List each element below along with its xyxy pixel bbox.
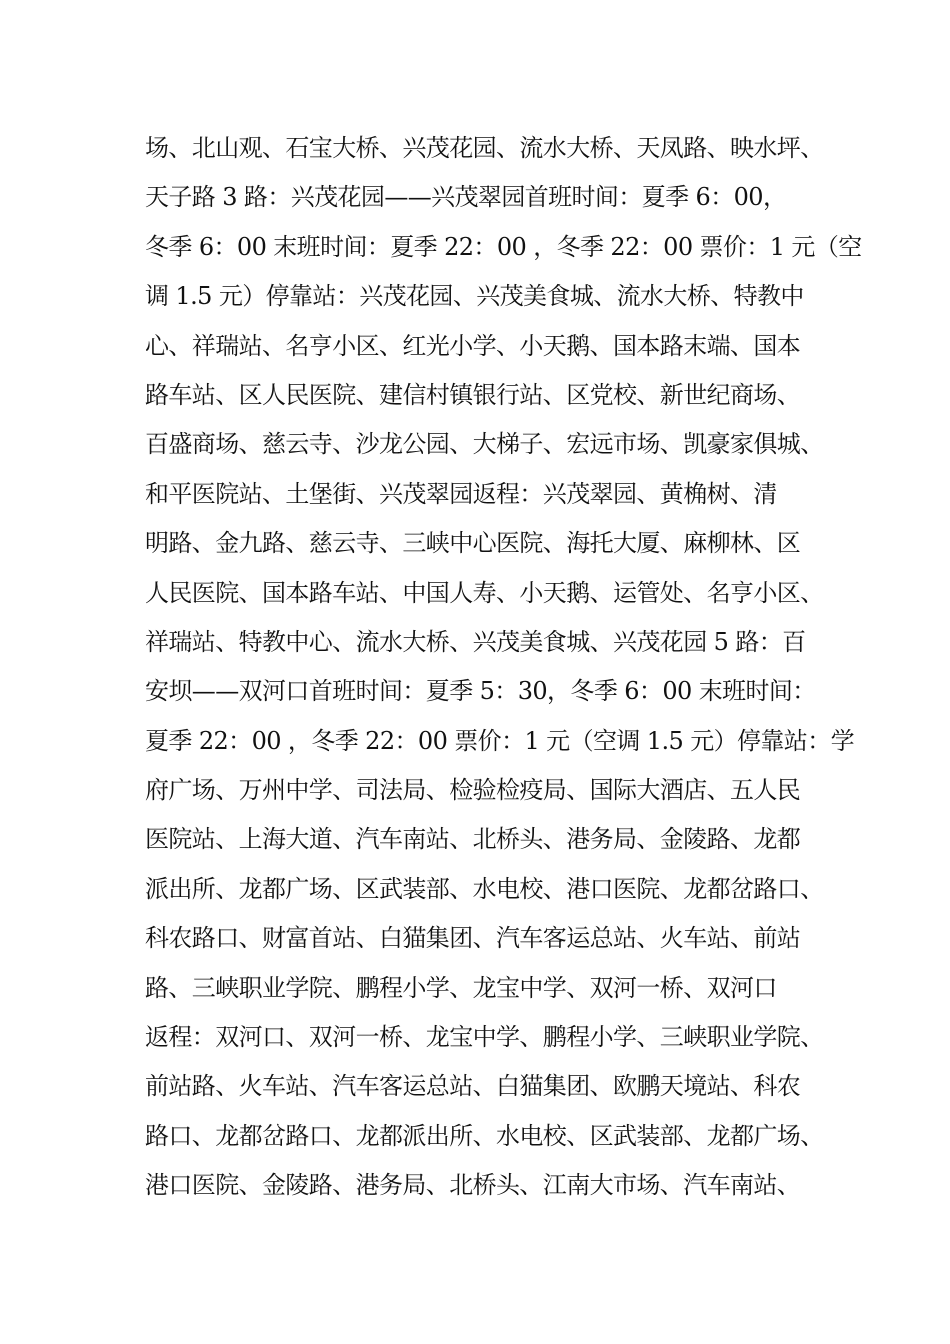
text-line: 返程：双河口、双河一桥、龙宝中学、鹏程小学、三峡职业学院、 [145, 1023, 824, 1052]
text-line: 路口、龙都岔路口、龙都派出所、水电校、区武装部、龙都广场、 [145, 1121, 824, 1150]
text-line: 祥瑞站、特教中心、流水大桥、兴茂美食城、兴茂花园 5 路：百 [145, 627, 806, 656]
text-line: 冬季 6：00 末班时间：夏季 22：00 ，冬季 22：00 票价：1 元（空 [145, 232, 862, 261]
text-line: 医院站、上海大道、汽车南站、北桥头、港务局、金陵路、龙都 [145, 825, 801, 854]
text-line: 路、三峡职业学院、鹏程小学、龙宝中学、双河一桥、双河口 [145, 973, 777, 1002]
text-line: 路车站、区人民医院、建信村镇银行站、区党校、新世纪商场、 [145, 380, 801, 409]
text-line: 港口医院、金陵路、港务局、北桥头、江南大市场、汽车南站、 [145, 1171, 801, 1200]
text-line: 前站路、火车站、汽车客运总站、白猫集团、欧鹏天境站、科农 [145, 1072, 801, 1101]
text-line: 安坝——双河口首班时间：夏季 5：30，冬季 6：00 末班时间： [145, 677, 816, 706]
text-line: 心、祥瑞站、名亨小区、红光小学、小天鹅、国本路末端、国本 [145, 331, 801, 360]
text-line: 调 1.5 元）停靠站：兴茂花园、兴茂美食城、流水大桥、特教中 [145, 282, 804, 311]
body-text [145, 124, 862, 1211]
text-line: 派出所、龙都广场、区武装部、水电校、港口医院、龙都岔路口、 [145, 874, 824, 903]
text-line: 明路、金九路、慈云寺、三峡中心医院、海托大厦、麻柳林、区 [145, 529, 801, 558]
text-line: 科农路口、财富首站、白猫集团、汽车客运总站、火车站、前站 [145, 924, 801, 953]
text-line: 夏季 22：00 ，冬季 22：00 票价：1 元（空调 1.5 元）停靠站：学 [145, 726, 854, 755]
text-line: 百盛商场、慈云寺、沙龙公园、大梯子、宏远市场、凯豪家俱城、 [145, 430, 824, 459]
text-line: 府广场、万州中学、司法局、检验检疫局、国际大酒店、五人民 [145, 776, 801, 805]
text-line: 天子路 3 路：兴茂花园——兴茂翠园首班时间：夏季 6：00， [145, 183, 787, 212]
text-line: 人民医院、国本路车站、中国人寿、小天鹅、运管处、名亨小区、 [145, 578, 824, 607]
text-line: 和平医院站、土堡街、兴茂翠园返程：兴茂翠园、黄桷树、清 [145, 479, 777, 508]
text-line: 场、北山观、石宝大桥、兴茂花园、流水大桥、天凤路、映水坪、 [145, 134, 824, 162]
